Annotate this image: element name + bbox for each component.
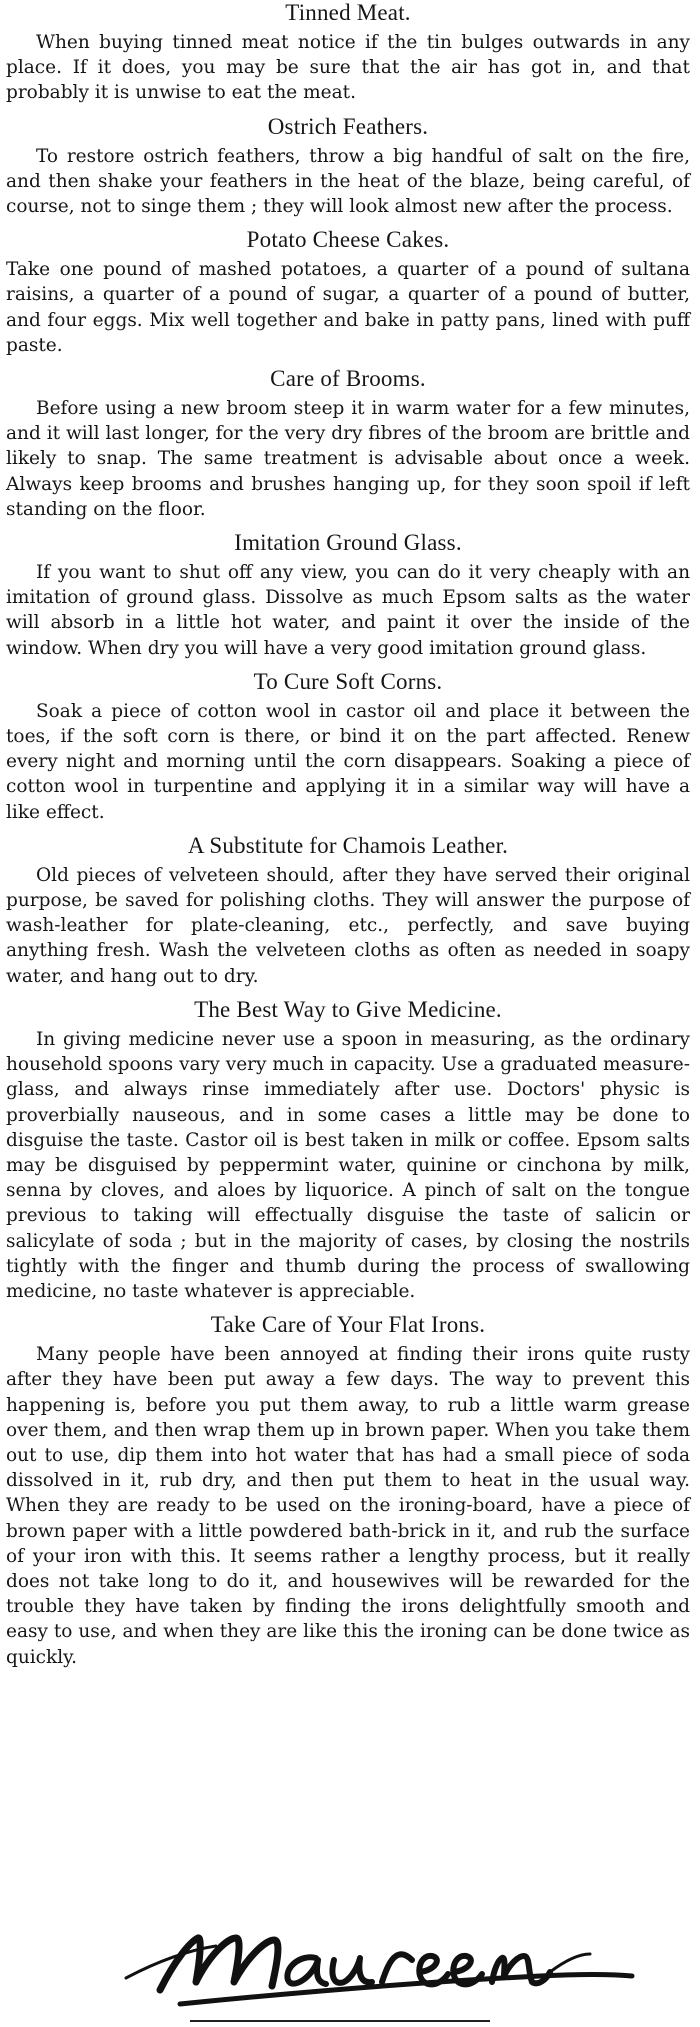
section-potato-cheese-cakes <box>6 227 690 358</box>
section-body: Old pieces of velveteen should, after they have served their original purpose, be saved for polishing cloths. They will answer the purpose of wash-leather for plate-cleaning, etc., perfectly, and save buying anything fresh. Wash the velveteen cloths as often as needed in soapy water, and hang out to dry. <box>6 864 690 987</box>
signature-maureen <box>120 1920 640 2010</box>
section-heading: Take Care of Your Flat Irons. <box>210 1312 486 1338</box>
section-body: Soak a piece of cotton wool in castor oil and place it between the toes, if the soft corn is there, or bind it on the part affected. Renew every night and morning until the corn disappears. Soaking a piece of cotton wool in turpentine and applying it in a similar way will have a like effect. <box>6 700 690 823</box>
signature-graphic <box>120 1920 640 2010</box>
section-heading: Ostrich Feathers. <box>267 113 429 139</box>
section-care-of-brooms <box>6 366 690 522</box>
section-body: If you want to shut off any view, you can do it very cheaply with an imitation of ground glass. Dissolve as much Epsom salts as the water will absorb in a little hot water, and paint it over the inside of the window. When dry you will have a very good imitation ground glass. <box>6 562 690 659</box>
section-heading: Care of Brooms. <box>270 366 426 392</box>
section-chamois-substitute <box>6 833 690 989</box>
section-flat-irons <box>6 1312 690 1670</box>
section-heading: The Best Way to Give Medicine. <box>194 996 502 1022</box>
section-heading: Imitation Ground Glass. <box>234 530 462 556</box>
section-body: In giving medicine never use a spoon in measuring, as the ordinary household spoons vary very much in capacity. Use a graduated measure-glass, and always rinse immediately after use. Doctors' physic is proverbially nauseous, and in some cases a little may be done to disguise the taste. Castor oil is best taken in milk or coffee. Epsom salts may be disguised by peppermint water, quinine or cinchona by milk, senna by cloves, and aloes by liquorice. A pinch of salt on the tongue previous to taking will effectually disguise the taste of salicin or salicylate of soda ; but in the majority of cases, by closing the nostrils tightly with the finger and thumb during the process of swallowing medicine, no taste whatever is appreciable. <box>6 1028 690 1302</box>
section-body: Many people have been annoyed at finding their irons quite rusty after they have been put away a few days. The way to prevent this happening is, before you put them away, to rub a little warm grease over them, and then wrap them up in brown paper. When you take them out to use, dip them into hot water that has had a small piece of soda dissolved in it, rub dry, and then put them to heat in the usual way. When they are ready to be used on the ironing-board, have a piece of brown paper with a little powdered bath-brick in it, and rub the surface of your iron with this. It seems rather a lengthy process, but it really does not take long to do it, and housewives will be rewarded for the trouble they have taken by finding the irons delightfully smooth and easy to use, and when they are like this the ironing can be done twice as quickly. <box>6 1344 690 1668</box>
section-heading: A Substitute for Chamois Leather. <box>187 832 509 858</box>
section-heading: Tinned Meat. <box>285 0 411 25</box>
section-body: Before using a new broom steep it in warm water for a few minutes, and it will last longer, for the very dry fibres of the broom are brittle and likely to snap. The same treatment is advisable about once a week. Always keep brooms and brushes hanging up, for they soon spoil if left standing on the floor. <box>6 398 690 520</box>
section-soft-corns <box>6 669 690 825</box>
section-tinned-meat <box>6 0 690 106</box>
section-body: Take one pound of mashed potatoes, a quarter of a pound of sultana raisins, a quarter of a pound of sugar, a quarter of a pound of butter, and four eggs. Mix well together and bake in patty pans, lined with puff paste. <box>6 259 690 356</box>
section-imitation-ground-glass <box>6 530 690 661</box>
bottom-rule <box>190 2020 490 2022</box>
section-heading: Potato Cheese Cakes. <box>246 227 450 253</box>
section-ostrich-feathers <box>6 114 690 220</box>
section-body: When buying tinned meat notice if the tin bulges outwards in any place. If it does, you may be sure that the air has got in, and that probably it is unwise to eat the meat. <box>6 32 690 104</box>
section-heading: To Cure Soft Corns. <box>253 668 443 694</box>
section-body: To restore ostrich feathers, throw a big handful of salt on the fire, and then shake your feathers in the heat of the blaze, being careful, of course, not to singe them ; they will look almost new after the process. <box>6 145 690 218</box>
section-give-medicine <box>6 997 690 1304</box>
